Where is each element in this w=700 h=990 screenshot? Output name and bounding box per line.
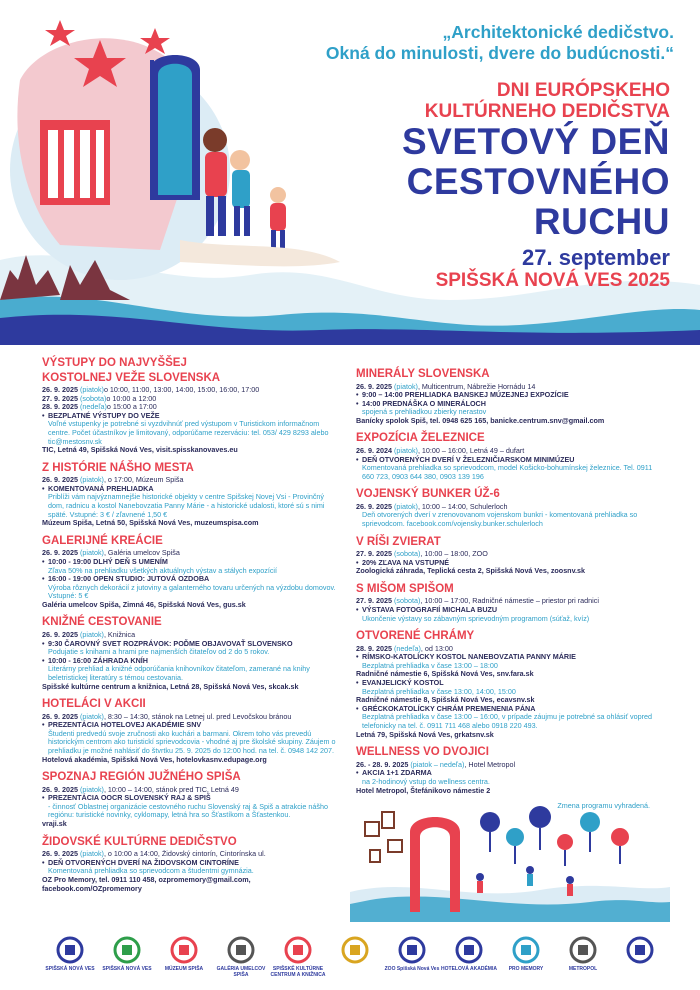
program-section <box>356 583 656 623</box>
section-title: MINERÁLY SLOVENSKA <box>356 368 490 380</box>
event-description: Bezplatná prehliadka v čase 13:00, 14:00, 15:00 <box>362 686 516 696</box>
partner-logo <box>40 936 100 972</box>
event-detail: , 10:00 – 14:00, stánok pred TIC, Letná 49 <box>103 785 239 794</box>
event-date: 26. 9. 2024 <box>356 446 394 455</box>
partner-logo-label: ZOO Spišská Nová Ves <box>384 966 440 972</box>
section-title: Z HISTÓRIE NÁŠHO MESTA <box>42 461 194 474</box>
event-detail: , 10:00 – 17:00, Radničné námestie – priestor pri radnici <box>420 597 599 606</box>
partner-logo-icon <box>338 936 372 964</box>
partner-logo <box>97 936 157 972</box>
section-title: KNIŽNÉ CESTOVANIE <box>42 616 162 629</box>
event-description: Komentovaná prehliadka so sprievodcom, model Košicko-bohumínskej železnice. Tel. 0911 660 723, 0903 644 380, 0903 139 196 <box>362 463 653 481</box>
event-contact: Letná 79, Spišská Nová Ves, grkatsnv.sk <box>356 729 494 739</box>
section-title: ŽIDOVSKÉ KULTÚRNE DEDIČSTVO <box>42 835 237 848</box>
event-weekday: (sobota) <box>393 550 421 559</box>
event-weekday: (sobota) <box>393 597 421 606</box>
event-description: Deň otvorených dverí v zrenovovanom vojenskom bunkri - komentovaná prehliadka so sprievodcom. facebook.com/vojensky.bunker.schulerloch <box>362 510 638 529</box>
event-highlight: • PREZENTÁCIA HOTELOVEJ AKADÉMIE SNV <box>42 721 337 730</box>
event-weekday: (piatok) <box>393 446 418 455</box>
program-section <box>42 462 337 528</box>
partner-logo-label: HOTELOVÁ AKADÉMIA <box>441 966 497 972</box>
event-highlight: • GRÉCKOKATOLÍCKY CHRÁM PREMENENIA PÁNA <box>356 705 656 714</box>
section-title: WELLNESS VO DVOJICI <box>356 746 489 759</box>
event-description: Literárny prehliad a knižné odporúčania knihovníkov čitateľom, zamerané na knihy beletristickej literatúry s témou cestovania. <box>48 664 310 682</box>
event-date: 26. 9. 2025 <box>42 386 80 394</box>
quote-line-1: „Architektonické dedičstvo. <box>442 22 674 42</box>
event-contact: Spišské kultúrne centrum a knižnica, Letná 28, Spišská Nová Ves, skcak.sk <box>42 681 299 691</box>
partner-logo-icon <box>452 936 486 964</box>
event-highlight: • AKCIA 1+1 ZDARMA <box>356 769 656 778</box>
program-section <box>356 746 656 795</box>
event-weekday: (piatok – nedeľa) <box>410 760 465 769</box>
event-contact: OZ Pro Memory, tel. 0911 110 458, ozpromemory@gmail.com, facebook.com/OZpromemory <box>42 874 251 893</box>
section-title: V RÍŠI ZVIERAT <box>356 535 441 548</box>
partner-logo <box>211 936 271 978</box>
event-weekday: (nedeľa) <box>79 403 107 412</box>
event-detail: , 10:00 – 16:00, Letná 49 – dufart <box>417 446 525 455</box>
event-description: Bezplatná prehliadka v čase 13:00 – 18:00 <box>362 660 498 670</box>
event-highlight: • 9:30 ČAROVNÝ SVET ROZPRÁVOK: POĎME OBJAVOVAŤ SLOVENSKO <box>42 640 337 649</box>
event-highlight: • KOMENTOVANÁ PREHLIADKA <box>42 485 337 494</box>
event-weekday: (piatok) <box>79 549 104 558</box>
title-line-2: CESTOVNÉHO <box>406 161 670 202</box>
partner-logo-icon <box>395 936 429 964</box>
event-contact: Múzeum Spiša, Letná 50, Spišská Nová Ves, muzeumspisa.com <box>42 518 259 528</box>
partner-logo-label: GALÉRIA UMELCOV SPIŠA <box>216 966 266 978</box>
partner-logos <box>0 928 700 990</box>
section-title: OTVORENÉ CHRÁMY <box>356 630 475 643</box>
event-detail: , Galéria umelcov Spiša <box>103 549 180 558</box>
event-highlight: • DEŇ OTVORENÝCH DVERÍ V ŽELEZNIČIARSKOM MINIMÚZEU <box>356 456 656 465</box>
event-detail: , 8:30 – 14:30, stánok na Letnej ul. pred Levočskou bránou <box>103 712 292 721</box>
title-line-1: SVETOVÝ DEŇ <box>401 121 670 162</box>
section-title: HOTELÁCI V AKCII <box>42 698 146 711</box>
event-contact: vraji.sk <box>42 819 67 829</box>
event-detail: , 10:00 – 18:00, ZOO <box>420 550 488 559</box>
event-weekday: (piatok) <box>79 630 104 639</box>
event-weekday: (piatok) <box>79 785 104 794</box>
event-description: - činnosť Oblastnej organizácie cestovného ruchu Slovenský raj & Spiš a atrakcie nášho regiónu: turistické novinky, cyklomapy, letná hra so Šťastíkom a Šťastenkou. <box>48 801 328 820</box>
event-date: 28. 9. 2025 <box>42 403 80 412</box>
partner-logo-label: SPIŠSKÁ NOVÁ VES <box>45 966 95 972</box>
partner-logo <box>439 936 499 972</box>
section-title: GALERIJNÉ KREÁCIE <box>42 534 163 547</box>
event-detail: o 10:00 a 12:00 <box>106 394 157 403</box>
section-title: S MIŠOM SPIŠOM <box>356 582 454 595</box>
partner-logo-icon <box>110 936 144 964</box>
event-contact: Galéria umelcov Spiša, Zimná 46, Spišská Nová Ves, gus.sk <box>42 599 246 609</box>
event-description: Voľné vstupenky je potrebné si vyzdvihnúť pred výstupom v Turistickom informačnom centre. Počet účastníkov je limitovaný, odporúčame rezerváciu: tel. 053/ 429 8293 alebo tic@mestosnv.sk <box>48 419 329 446</box>
event-detail: , Multicentrum, Nábrežie Hornádu 14 <box>417 382 536 391</box>
event-description: na 2-hodinový vstup do wellness centra. <box>362 776 490 786</box>
program-section <box>356 630 656 739</box>
event-description: Podujatie s knihami a hrami pre najmenších čitateľov od 2 do 5 rokov. <box>48 647 270 657</box>
program-change-note: Zmena programu vyhradená. <box>557 801 650 811</box>
title-block <box>310 80 670 292</box>
quote <box>326 22 674 64</box>
partner-logo <box>268 936 328 978</box>
partner-logo <box>325 936 385 966</box>
event-highlight: • 10:00 - 16:00 ZÁHRADA KNÍH <box>42 657 337 666</box>
section-title: VOJENSKÝ BUNKER ÚŽ-6 <box>356 488 500 501</box>
event-contact: TIC, Letná 49, Spišská Nová Ves, visit.spisskanovaves.eu <box>42 445 238 455</box>
event-contact: Radničné námestie 8, Spišská Nová Ves, ecavsnv.sk <box>356 695 535 705</box>
event-weekday: (piatok) <box>79 712 104 721</box>
event-weekday: (piatok) <box>79 386 104 394</box>
event-highlight: • 14:00 PREDNÁŠKA O MINERÁLOCH <box>356 400 656 409</box>
event-highlight: • VÝSTAVA FOTOGRAFIÍ MICHALA BUZU <box>356 606 656 615</box>
event-weekday: (sobota) <box>79 394 107 403</box>
event-date: 26. 9. 2025 <box>42 630 80 639</box>
partner-logo-label: SPIŠSKÁ NOVÁ VES <box>102 966 152 972</box>
event-date: 27. september <box>522 245 670 270</box>
event-date: 26. 9. 2025 <box>42 549 80 558</box>
event-description: Bezplatná prehliadka v čase 13:00 – 16:00, v prípade záujmu je potrebné sa ohlásiť vopred telefonicky na tel. č. 0911 711 468 alebo 0918 220 493. <box>362 712 652 731</box>
event-highlight: • EVANJELICKÝ KOSTOL <box>356 679 656 688</box>
partner-logo <box>553 936 613 972</box>
program-section <box>356 488 656 528</box>
event-highlight: • RÍMSKO-KATOLÍCKY KOSTOL NANEBOVZATIA PANNY MÁRIE <box>356 653 656 662</box>
event-highlight: • DEŇ OTVORENÝCH DVERÍ NA ŽIDOVSKOM CINTORÍNE <box>42 859 337 868</box>
event-date: 26. 9. 2025 <box>42 476 80 485</box>
bottom-illustration <box>350 792 670 922</box>
event-place: SPIŠSKÁ NOVÁ VES 2025 <box>435 270 670 291</box>
event-date: 26. - 28. 9. 2025 <box>356 760 411 769</box>
event-description: Komentovaná prehliadka so sprievodcom a študentmi gymnázia. <box>48 866 254 876</box>
event-weekday: (piatok) <box>79 850 104 859</box>
program-section <box>42 616 337 691</box>
partner-logo-icon <box>167 936 201 964</box>
event-highlight: • 20% ZĽAVA NA VSTUPNÉ <box>356 559 656 568</box>
program-section <box>356 432 656 481</box>
event-highlight: • 9:00 – 14:00 PREHLIADKA BANSKEJ MÚZEJNEJ EXPOZÍCIE <box>356 391 656 400</box>
subtitle-line-2: KULTÚRNEHO DEDIČSTVA <box>424 101 670 122</box>
partner-logo-icon <box>224 936 258 964</box>
event-weekday: (piatok) <box>79 476 104 485</box>
program-section <box>42 535 337 610</box>
event-detail: , Knižnica <box>103 630 136 639</box>
partner-logo-label: MÚZEUM SPIŠA <box>164 966 204 972</box>
section-title: VÝSTUPY DO NAJVYŠŠEJ <box>42 357 187 369</box>
event-detail: o 15:00 a 17:00 <box>106 403 157 412</box>
program-section <box>42 836 337 893</box>
event-highlight: • 10:00 - 19:00 DLHÝ DEŇ S UMENÍM <box>42 558 337 567</box>
event-detail: , Hotel Metropol <box>464 760 516 769</box>
event-date: 26. 9. 2025 <box>356 502 394 511</box>
event-highlight: • BEZPLATNÉ VÝSTUPY DO VEŽE <box>42 412 337 421</box>
partner-logo <box>610 936 670 966</box>
event-date: 26. 9. 2025 <box>42 712 80 721</box>
event-contact: Banícky spolok Spiš, tel. 0948 625 165, banicke.centrum.snv@gmail.com <box>356 415 605 425</box>
partner-logo <box>496 936 556 972</box>
event-date: 26. 9. 2025 <box>42 785 80 794</box>
event-date: 27. 9. 2025 <box>42 394 80 403</box>
partner-logo <box>154 936 214 972</box>
event-description: Priblíži vám najvýznamnejšie historické objekty v centre Spišskej Novej Vsi - Provinčný dom, radnicu a kostol Nanebovzatia Panny Márie - a historické udalosti, ktoré sú s nimi späté. Vstupné: 3 € / zľavnené 1,50 € <box>48 492 325 519</box>
event-description: spojená s prehliadkou zbierky nerastov <box>362 407 487 417</box>
event-detail: , o 10:00 a 14:00, Židovský cintorín, Cintorínska ul. <box>103 850 266 859</box>
event-detail: , 10:00 – 14:00, Schulerloch <box>417 502 508 511</box>
partner-logo-icon <box>509 936 543 964</box>
partner-logo-icon <box>53 936 87 964</box>
event-detail: , od 13:00 <box>420 644 453 653</box>
event-description: Študenti predvedú svoje zručnosti ako kuchári a barmani. Okrem toho vás prevedú historickým centrom ako turistickí sprievodcovia - vhodné aj pre školské skupiny. Záujem o prehliadku je možné nahlásiť do štvrtku 25. 9. 2025 do 12:00 hod. na tel. č. 0948 142 207. <box>48 728 336 755</box>
hero-banner <box>0 0 700 345</box>
event-contact: Zoologická záhrada, Teplická cesta 2, Spišská Nová Ves, zoosnv.sk <box>356 566 586 576</box>
program-section <box>356 368 656 425</box>
event-weekday: (piatok) <box>393 382 418 391</box>
program-section <box>356 536 656 576</box>
program-right-column <box>356 368 656 811</box>
event-highlight: • 16:00 - 19:00 OPEN STUDIO: JUTOVÁ OZDOBA <box>42 575 337 584</box>
event-description: Výroba rôznych dekorácií z jutoviny a galanterného tovaru určených na výzdobu domovov. Vstupné: 5 € <box>48 582 336 601</box>
section-title: SPOZNAJ REGIÓN JUŽNÉHO SPIŠA <box>42 771 241 784</box>
event-detail: , o 17:00, Múzeum Spiša <box>103 476 184 485</box>
event-description: Zľava 50% na prehliadku všetkých aktuálnych výstav a stálych expozícií <box>48 565 278 575</box>
partner-logo-label: PRO MEMORY <box>508 966 544 972</box>
program-section <box>42 771 337 828</box>
section-title: KOSTOLNEJ VEŽE SLOVENSKA <box>42 371 221 384</box>
event-time <box>42 395 337 404</box>
event-date: 27. 9. 2025 <box>356 597 394 606</box>
event-time <box>42 386 337 395</box>
partner-logo-icon <box>566 936 600 964</box>
event-date: 28. 9. 2025 <box>356 644 394 653</box>
event-weekday: (nedeľa) <box>393 644 421 653</box>
event-date: 26. 9. 2025 <box>42 850 80 859</box>
event-contact: Radničné námestie 6, Spišská Nová Ves, snv.fara.sk <box>356 669 534 679</box>
partner-logo <box>382 936 442 972</box>
program-section <box>42 698 337 764</box>
title-line-3: RUCHU <box>533 201 670 242</box>
event-detail: o 10:00, 11:00, 13:00, 14:00, 15:00, 16:00, 17:00 <box>103 386 260 394</box>
quote-line-2: Okná do minulosti, dvere do budúcnosti.“ <box>325 43 674 63</box>
program-left-column <box>42 357 337 900</box>
program-section <box>42 357 337 455</box>
event-highlight: • PREZENTÁCIA OOCR SLOVENSKÝ RAJ & SPIŠ <box>42 794 337 803</box>
event-weekday: (piatok) <box>393 502 418 511</box>
partner-logo-icon <box>623 936 657 964</box>
event-description: Ukončenie výstavy so zábavným sprievodným programom (súťaž, kvíz) <box>362 613 590 623</box>
partner-logo-label: METROPOL <box>568 966 598 972</box>
subtitle-line-1: DNI EURÓPSKEHO <box>496 80 670 101</box>
event-contact: Hotel Metropol, Štefánikovo námestie 2 <box>356 785 491 795</box>
partner-logo-label: SPIŠSKÉ KULTÚRNE CENTRUM A KNIŽNICA <box>270 966 326 978</box>
event-date: 26. 9. 2025 <box>356 382 394 391</box>
event-contact: Hotelová akadémia, Spišská Nová Ves, hotelovkasnv.edupage.org <box>42 754 267 764</box>
event-date: 27. 9. 2025 <box>356 550 394 559</box>
section-title: EXPOZÍCIA ŽELEZNICE <box>356 432 485 445</box>
partner-logo-icon <box>281 936 315 964</box>
